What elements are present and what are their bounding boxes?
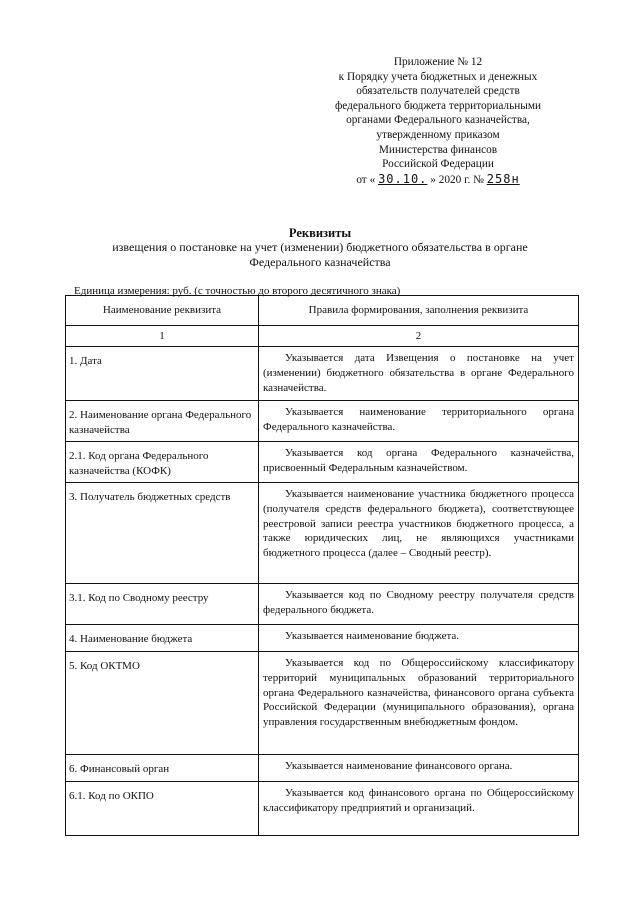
table-row	[66, 625, 579, 652]
table-row	[66, 584, 579, 625]
table-header-row	[66, 296, 579, 326]
requisite-rule: Указывается код органа Федерального казначейства, присвоенный Федеральным казначейством.	[259, 442, 579, 483]
approval-block	[318, 55, 558, 187]
table-row	[66, 442, 579, 483]
requisite-name: 6.1. Код по ОКПО	[66, 782, 259, 836]
requisite-rule: Указывается дата Извещения о постановке на учет (изменении) бюджетного обязательства в органе Федерального казначейства.	[259, 347, 579, 401]
approval-line: Министерства финансов	[378, 143, 498, 156]
requisite-rule: Указывается код по Сводному реестру получателя средств федерального бюджета.	[259, 584, 579, 625]
approval-line: федерального бюджета территориальными	[334, 99, 542, 112]
order-date-line	[318, 172, 558, 188]
requisite-rule: Указывается код по Общероссийскому классификатору территорий муниципальных образований территориального органа Федерального казначейства, финансового органа субъекта Российской Федерации (муниципального образования), органа управления государственным внебюджетным фондом.	[259, 652, 579, 755]
requisite-rule: Указывается наименование территориального органа Федерального казначейства.	[259, 401, 579, 442]
table-row	[66, 652, 579, 755]
requisite-rule: Указывается наименование участника бюджетного процесса (получателя средств федерального бюджета), соответствующее реестровой записи реестра участников бюджетного процесса, а также юридических лиц, не являющихся участниками бюджетного процесса (далее – Сводный реестр).	[259, 483, 579, 584]
date-middle: » 2020 г. №	[430, 173, 484, 186]
requisite-name: 6. Финансовый орган	[66, 755, 259, 782]
column-number-1: 1	[66, 326, 259, 347]
requisite-name: 1. Дата	[66, 347, 259, 401]
requisite-rule: Указывается код финансового органа по Общероссийскому классификатору предприятий и организаций.	[259, 782, 579, 836]
requisite-name: 2.1. Код органа Федерального казначейства (КОФК)	[66, 442, 259, 483]
requisite-name: 3. Получатель бюджетных средств	[66, 483, 259, 584]
table-number-row	[66, 326, 579, 347]
unit-of-measure: Единица измерения: руб. (с точностью до второго десятичного знака)	[74, 285, 401, 297]
approval-line: к Порядку учета бюджетных и денежных	[338, 70, 538, 83]
date-prefix: от «	[356, 173, 376, 186]
table-row	[66, 401, 579, 442]
document-subtitle: извещения о постановке на учет (изменении) бюджетного обязательства в органе Федерального казначейства	[112, 240, 528, 269]
approval-line: органами Федерального казначейства,	[346, 114, 530, 127]
document-title: Реквизиты	[288, 226, 352, 240]
approval-line: обязательств получателей средств	[356, 85, 520, 98]
column-number-2: 2	[259, 326, 579, 347]
requisite-rule: Указывается наименование финансового органа.	[259, 755, 579, 782]
approval-line: Приложение № 12	[393, 56, 483, 68]
approval-line: утвержденному приказом	[376, 128, 500, 141]
header-rules: Правила формирования, заполнения реквизита	[259, 296, 579, 326]
requisite-name: 3.1. Код по Сводному реестру	[66, 584, 259, 625]
table-row	[66, 782, 579, 836]
table-row	[66, 483, 579, 584]
requisite-name: 5. Код ОКТМО	[66, 652, 259, 755]
requisite-name: 4. Наименование бюджета	[66, 625, 259, 652]
requisite-rule: Указывается наименование бюджета.	[259, 625, 579, 652]
table-row	[66, 755, 579, 782]
requisites-table	[65, 295, 579, 836]
approval-line: Российской Федерации	[382, 158, 494, 171]
handwritten-order-number: 258н	[486, 171, 520, 186]
handwritten-date: 30.10.	[378, 171, 428, 186]
requisite-name: 2. Наименование органа Федерального казначейства	[66, 401, 259, 442]
header-requisite-name: Наименование реквизита	[66, 296, 259, 326]
table-row	[66, 347, 579, 401]
